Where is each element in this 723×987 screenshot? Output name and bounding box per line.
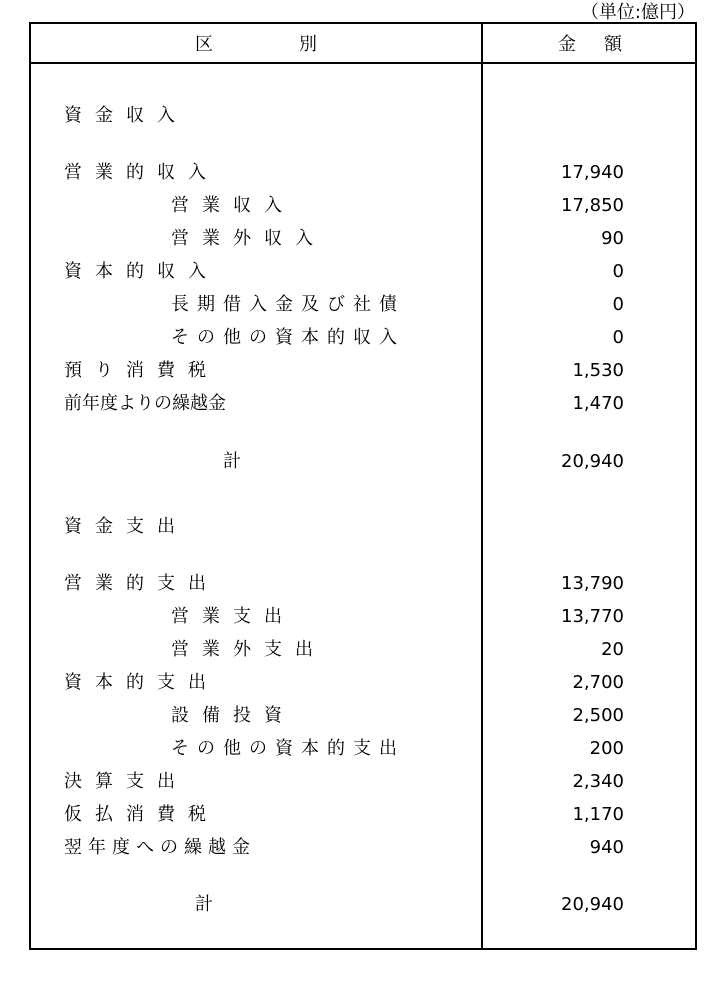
row-value: 940 xyxy=(589,837,624,858)
table-row xyxy=(31,160,695,186)
header-amount xyxy=(483,24,697,62)
table-row xyxy=(31,514,695,540)
row-label: 長期借入金及び社債 xyxy=(171,294,405,315)
row-label: 計 xyxy=(223,451,241,472)
header-category xyxy=(31,24,481,62)
row-value: 2,500 xyxy=(572,705,624,726)
table-row xyxy=(31,604,695,630)
row-value: 20,940 xyxy=(561,894,624,915)
unit-note: （単位:億円） xyxy=(580,2,695,23)
row-label: 翌年度への繰越金 xyxy=(64,837,256,858)
row-label: 営業的収入 xyxy=(64,162,219,183)
row-label: 営業収入 xyxy=(171,195,295,216)
table-row xyxy=(31,193,695,219)
table-row xyxy=(31,226,695,252)
row-label: 営業外収入 xyxy=(171,228,326,249)
funds-table xyxy=(29,22,697,950)
row-label: 仮払消費税 xyxy=(64,804,219,825)
row-value: 20,940 xyxy=(561,451,624,472)
table-row xyxy=(31,703,695,729)
row-label: 決算支出 xyxy=(64,771,188,792)
table-row xyxy=(31,571,695,597)
row-label: その他の資本的支出 xyxy=(171,738,405,759)
row-label: 資本的収入 xyxy=(64,261,219,282)
table-row xyxy=(31,292,695,318)
row-label: 資本的支出 xyxy=(64,672,219,693)
row-value: 1,470 xyxy=(572,393,624,414)
row-value: 1,530 xyxy=(572,360,624,381)
row-value: 13,790 xyxy=(561,573,624,594)
table-row xyxy=(31,358,695,384)
table-row-total xyxy=(31,892,695,918)
row-label: 資金支出 xyxy=(64,516,188,537)
row-value: 17,850 xyxy=(561,195,624,216)
header-category-label: 区別 xyxy=(195,34,403,55)
row-label: 前年度よりの繰越金 xyxy=(64,393,226,414)
row-label: 預り消費税 xyxy=(64,360,219,381)
row-value: 1,170 xyxy=(572,804,624,825)
row-label: 計 xyxy=(195,894,213,915)
table-row xyxy=(31,325,695,351)
table-row xyxy=(31,769,695,795)
row-label: 営業支出 xyxy=(171,606,295,627)
row-label: 営業外支出 xyxy=(171,639,326,660)
row-label: 営業的支出 xyxy=(64,573,219,594)
row-label: その他の資本的収入 xyxy=(171,327,405,348)
row-value: 0 xyxy=(612,261,624,282)
row-value: 200 xyxy=(589,738,624,759)
table-row xyxy=(31,670,695,696)
table-row xyxy=(31,391,695,417)
table-row-total xyxy=(31,449,695,475)
table-row xyxy=(31,736,695,762)
row-value: 0 xyxy=(612,294,624,315)
row-label: 設備投資 xyxy=(171,705,295,726)
table-row xyxy=(31,637,695,663)
table-row xyxy=(31,835,695,861)
table-row xyxy=(31,259,695,285)
table-row xyxy=(31,103,695,129)
header-rule xyxy=(31,62,695,64)
row-value: 90 xyxy=(601,228,624,249)
row-label: 資金収入 xyxy=(64,105,188,126)
row-value: 2,700 xyxy=(572,672,624,693)
row-value: 13,770 xyxy=(561,606,624,627)
header-amount-label: 金額 xyxy=(558,34,650,55)
row-value: 17,940 xyxy=(561,162,624,183)
row-value: 20 xyxy=(601,639,624,660)
row-value: 0 xyxy=(612,327,624,348)
row-value: 2,340 xyxy=(572,771,624,792)
table-row xyxy=(31,802,695,828)
